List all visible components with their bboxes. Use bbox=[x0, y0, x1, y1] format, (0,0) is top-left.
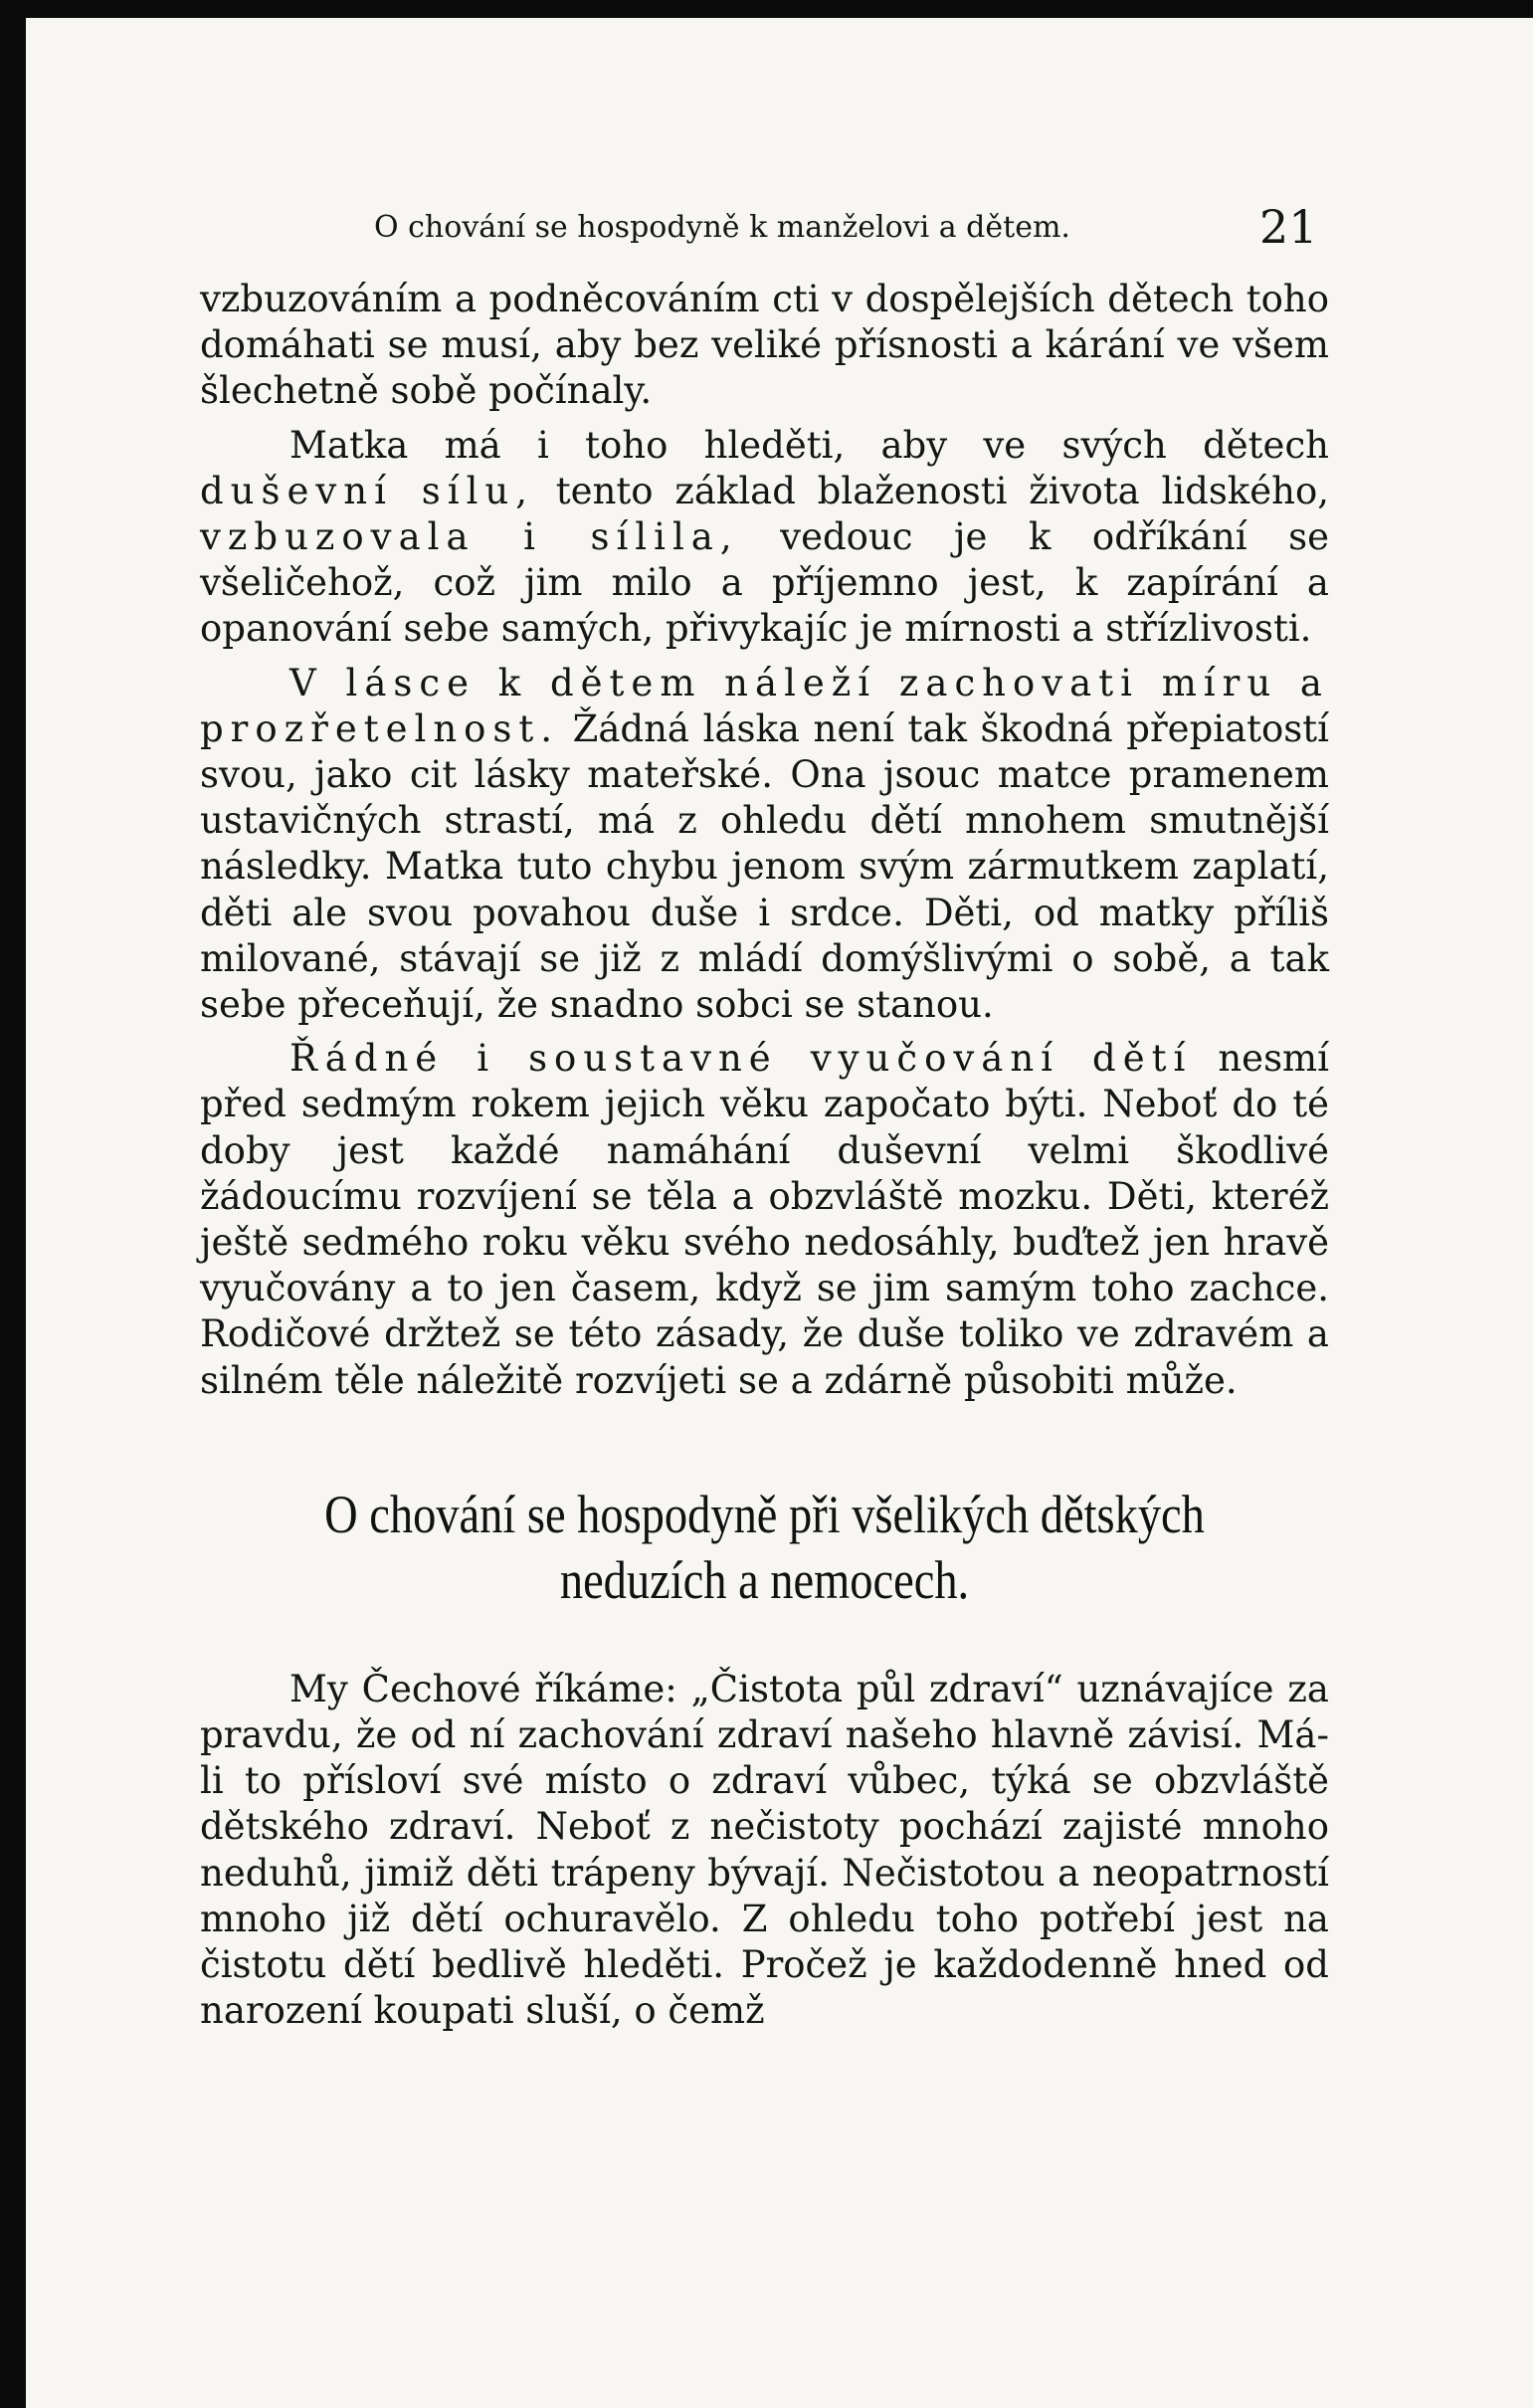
page-body bbox=[200, 277, 1329, 2035]
paragraph-text: Žádná láska není tak škodná přepiatostí svou, jako cit lásky mateřské. Ona jsouc matce pramenem ustavičných strastí, má z ohledu dětí mnohem smutnější následky. Matka tuto chybu jenom svým zármutkem zaplatí, děti ale svou povahou duše i srdce. Děti, od matky příliš milované, stávají se již z mládí domýšlivými o sobě, a tak sebe přeceňují, že snadno sobci se stanou. bbox=[200, 706, 1329, 1027]
spaced-emphasis: Řádné i soustavné vyučování dětí bbox=[289, 1037, 1193, 1081]
spaced-emphasis: vzbuzovala i sílila, bbox=[200, 515, 739, 559]
paragraph-text: tento základ blaženosti života lidského, bbox=[534, 469, 1329, 512]
book-page bbox=[26, 18, 1533, 2408]
paragraph-cistota: My Čechové říkáme: „Čistota půl zdraví“ uznávajíce za pravdu, že od ní zachování zdraví našeho hlavně závisí. Má-li to přísloví své místo o zdraví vůbec, týká se obzvláště dětského zdraví. Neboť z nečistoty pochází zajisté mnoho neduhů, jimiž děti trápeny bývají. Nečistotou a neopatrností mnoho již dětí ochuravělo. Z ohledu toho potřebí jest na čistotu dětí bedlivě hleděti. Pročež je každodenně hned od narození koupati sluší, o čemž bbox=[200, 1667, 1329, 2033]
paragraph-continued: vzbuzováním a podněcováním cti v dospělejších dětech toho domáhati se musí, aby bez veliké přísnosti a kárání ve všem šlechetně sobě počínaly. bbox=[200, 278, 1329, 413]
paragraph-laska-k-detem bbox=[200, 661, 1329, 1029]
running-title: O chování se hospodyně k manželovi a dětem. bbox=[374, 210, 1070, 245]
paragraph-text: vedouc je k odříkání se všeličehož, což jim milo a příjemno jest, k zapírání a opanování sebe samých, přivykajíc je mírnosti a střízlivosti. bbox=[200, 515, 1329, 651]
paragraph-vyucovani bbox=[200, 1036, 1329, 1404]
spaced-emphasis: duševní sílu, bbox=[200, 469, 535, 512]
page-number: 21 bbox=[1259, 200, 1318, 254]
page-header bbox=[26, 192, 1533, 252]
paragraph-text: nesmí před sedmým rokem jejich věku započato býti. Neboť do té doby jest každé namáhání duševní velmi škodlivé žádoucímu rozvíjení se těla a obzvláště mozku. Děti, kteréž ještě sedmého roku věku svého nedosáhly, buďtež jen hravě vyučovány a to jen časem, když se jim samým toho zachce. Rodičové držtež se této zásady, že duše toliko ve zdravém a silném těle náležitě rozvíjeti se a zdárně působiti může. bbox=[200, 1037, 1329, 1402]
section-heading: O chování se hospodyně při všelikých dětských neduzích a nemocech. bbox=[324, 1484, 1205, 1610]
spaced-emphasis: V lásce k dětem náleží zachovati míru a prozřetelnost. bbox=[200, 661, 1329, 750]
paragraph-text: Matka má i toho hleděti, aby ve svých dětech bbox=[289, 423, 1329, 467]
paragraph-duseva-sila bbox=[200, 423, 1329, 653]
